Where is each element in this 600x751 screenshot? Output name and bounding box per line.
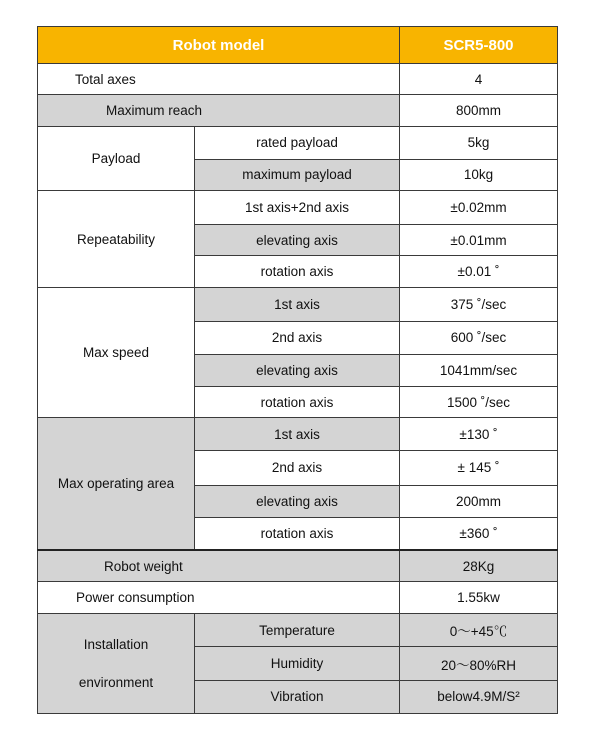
- table-row: [38, 550, 558, 581]
- max-speed-item-label: 1st axis: [195, 288, 400, 321]
- robot-spec-table: [37, 26, 558, 714]
- environment-item-label: Temperature: [195, 614, 400, 647]
- max-area-item-value: ± 145 ˚: [400, 451, 558, 485]
- payload-item-label: rated payload: [195, 126, 400, 159]
- robot-weight-value: 28Kg: [400, 550, 558, 581]
- max-reach-value: 800mm: [400, 95, 558, 126]
- payload-item-value: 5kg: [400, 126, 558, 159]
- table-row: [38, 614, 558, 647]
- repeatability-item-value: ±0.02mm: [400, 190, 558, 224]
- repeatability-item-label: elevating axis: [195, 225, 400, 256]
- table-row: [38, 418, 558, 451]
- environment-item-value: 20～80%RH: [400, 647, 558, 680]
- total-axes-value: 4: [400, 64, 558, 95]
- max-area-item-label: rotation axis: [195, 517, 400, 550]
- env-label-line2: environment: [78, 674, 154, 690]
- max-reach-label: Maximum reach: [38, 95, 400, 126]
- max-speed-item-label: elevating axis: [195, 354, 400, 386]
- max-speed-item-label: rotation axis: [195, 386, 400, 417]
- max-speed-item-value: 600 ˚/sec: [400, 321, 558, 354]
- payload-label: Payload: [38, 126, 195, 190]
- max-area-label: Max operating area: [38, 418, 195, 551]
- header-model-value: SCR5-800: [400, 27, 558, 64]
- total-axes-label: Total axes: [38, 64, 400, 95]
- max-area-item-value: ±130 ˚: [400, 418, 558, 451]
- repeatability-item-value: ±0.01 ˚: [400, 256, 558, 288]
- repeatability-item-label: rotation axis: [195, 256, 400, 288]
- repeatability-label: Repeatability: [38, 190, 195, 288]
- environment-item-value: below4.9M/S²: [400, 680, 558, 713]
- max-speed-item-label: 2nd axis: [195, 321, 400, 354]
- max-area-item-label: 1st axis: [195, 418, 400, 451]
- max-area-item-label: elevating axis: [195, 485, 400, 517]
- max-area-item-label: 2nd axis: [195, 451, 400, 485]
- table-row: [38, 190, 558, 224]
- power-consumption-value: 1.55kw: [400, 582, 558, 614]
- power-consumption-label: Power consumption: [38, 582, 400, 614]
- environment-item-label: Vibration: [195, 680, 400, 713]
- repeatability-item-label: 1st axis+2nd axis: [195, 190, 400, 224]
- environment-item-value: 0～+45℃: [400, 614, 558, 647]
- max-speed-item-value: 1500 ˚/sec: [400, 386, 558, 417]
- table-row: [38, 64, 558, 95]
- max-speed-item-value: 375 ˚/sec: [400, 288, 558, 321]
- max-area-item-value: 200mm: [400, 485, 558, 517]
- environment-item-label: Humidity: [195, 647, 400, 680]
- repeatability-item-value: ±0.01mm: [400, 225, 558, 256]
- max-speed-item-value: 1041mm/sec: [400, 354, 558, 386]
- table-header-row: [38, 27, 558, 64]
- table-row: [38, 126, 558, 159]
- env-label-line1: Installation: [83, 636, 149, 652]
- table-row: [38, 288, 558, 321]
- max-speed-label: Max speed: [38, 288, 195, 418]
- payload-item-label: maximum payload: [195, 159, 400, 190]
- max-area-item-value: ±360 ˚: [400, 517, 558, 550]
- installation-environment-label: [38, 614, 195, 714]
- payload-item-value: 10kg: [400, 159, 558, 190]
- table-row: [38, 582, 558, 614]
- header-robot-model: Robot model: [38, 27, 400, 64]
- robot-weight-label: Robot weight: [38, 550, 400, 581]
- table-row: [38, 95, 558, 126]
